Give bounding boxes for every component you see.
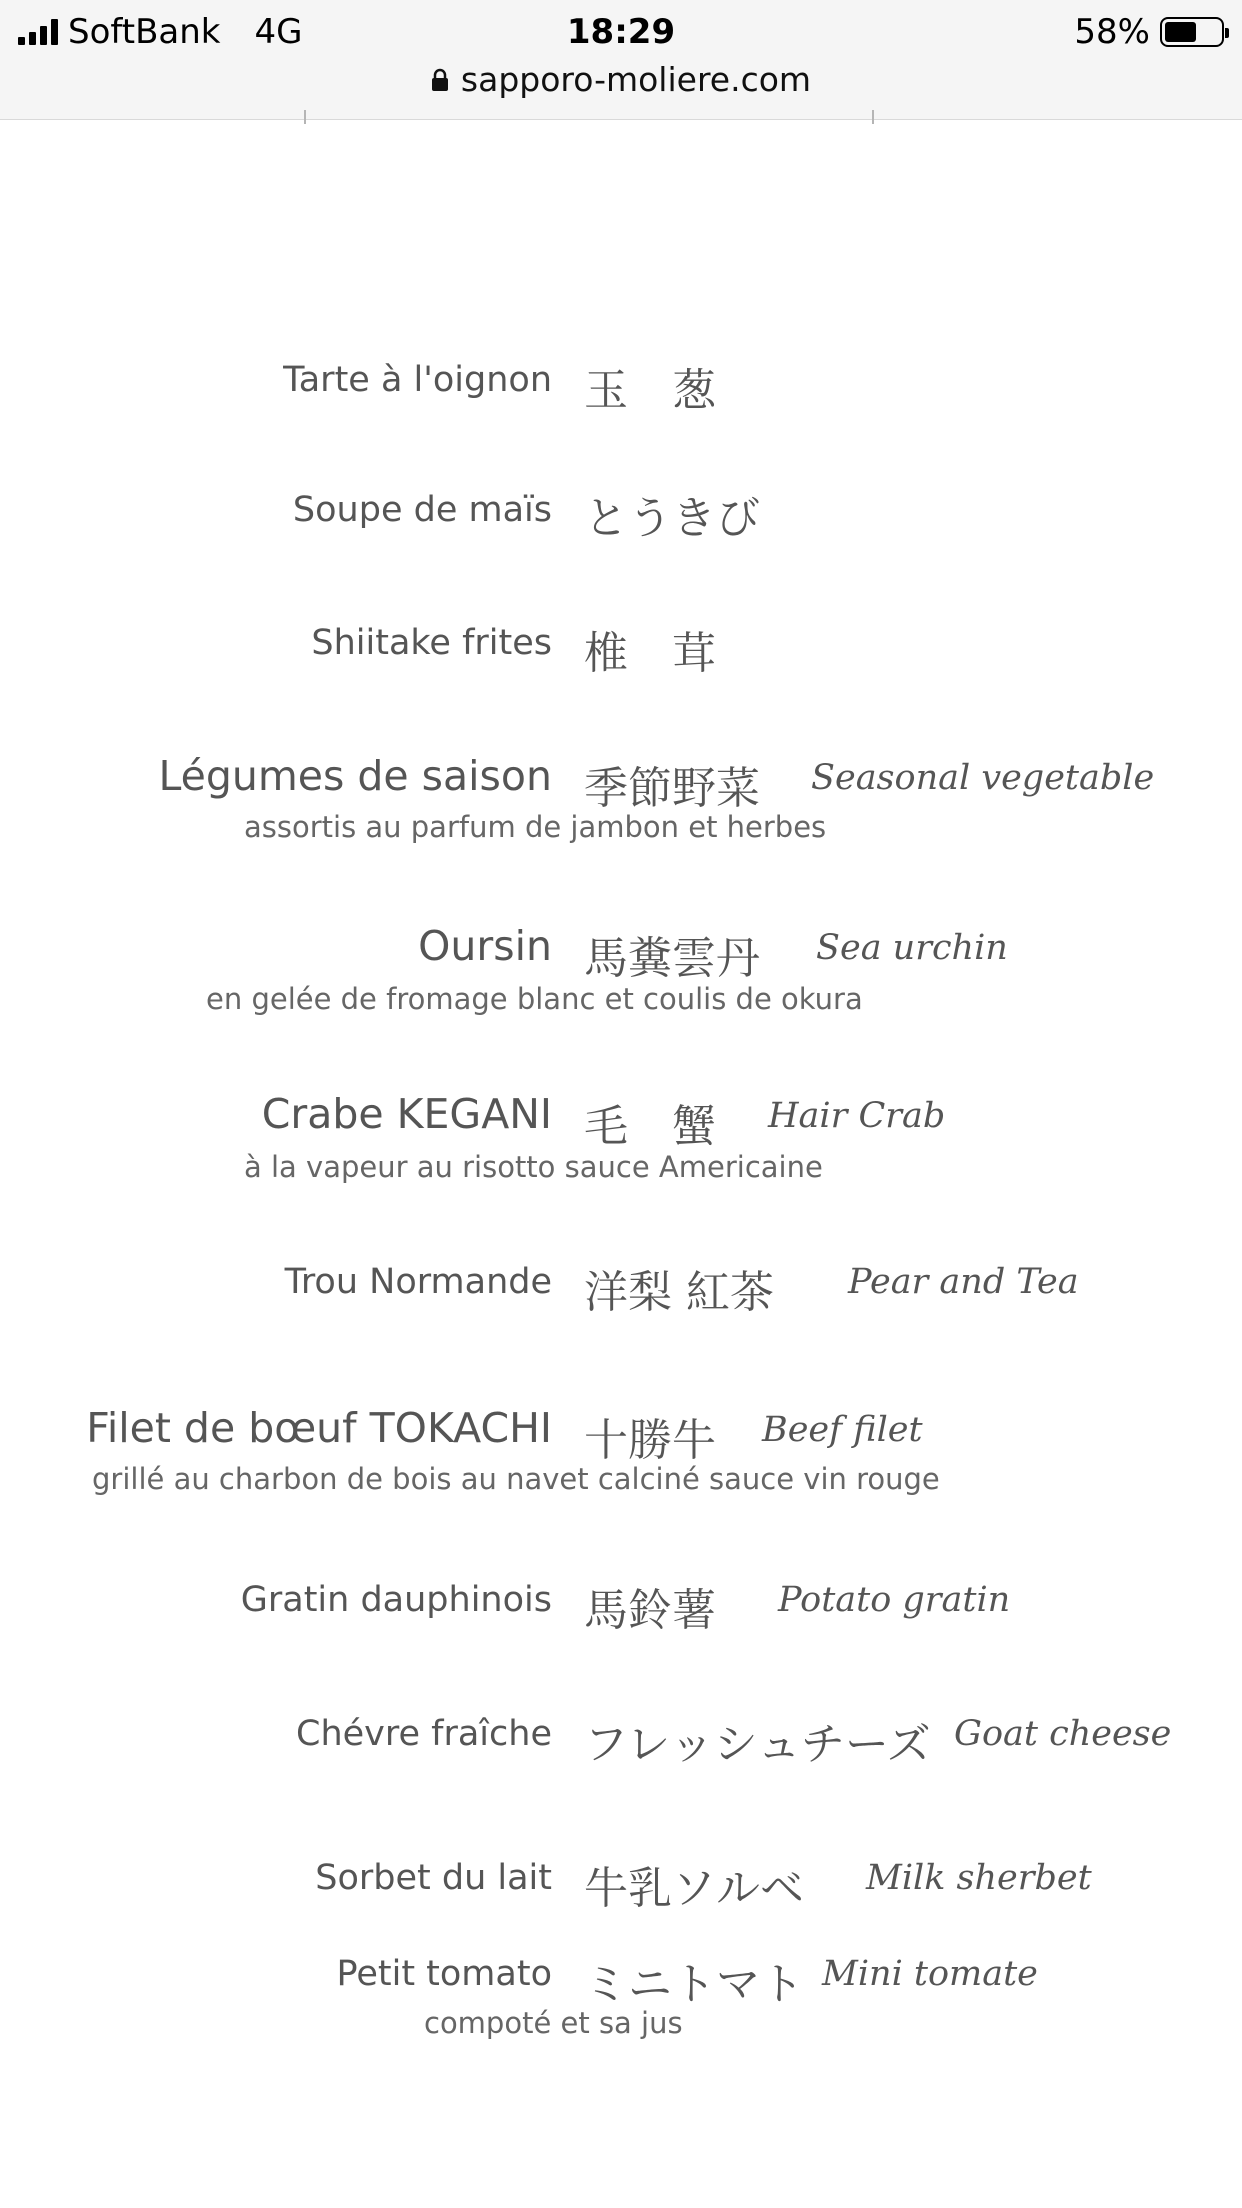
dish-description: à la vapeur au risotto sauce Americaine <box>244 1150 823 1184</box>
dish-name-english: Seasonal vegetable <box>811 758 1155 798</box>
dish-name-french: Chévre fraîche <box>296 1714 552 1754</box>
url-text: sapporo-moliere.com <box>460 60 812 99</box>
dish-description: compoté et sa jus <box>424 2006 683 2040</box>
dish-name-english: Mini tomate <box>822 1954 1038 1994</box>
dish-name-english: Sea urchin <box>816 928 1008 968</box>
dish-name-french: Trou Normande <box>284 1262 552 1302</box>
dish-name-french: Tarte à l'oignon <box>283 360 552 400</box>
dish-name-english: Milk sherbet <box>866 1858 1092 1898</box>
dish-name-japanese: フレッシュチーズ <box>584 1719 931 1770</box>
dish-name-japanese: 季節野菜 <box>584 763 760 814</box>
dish-name-japanese: 毛 蟹 <box>584 1101 716 1152</box>
dish-name-japanese: 馬糞雲丹 <box>584 933 760 984</box>
dish-name-french: Crabe KEGANI <box>261 1090 552 1138</box>
dish-name-french: Petit tomato <box>336 1954 552 1994</box>
dish-name-japanese: 椎 茸 <box>584 628 716 679</box>
dish-name-english: Beef filet <box>762 1410 923 1450</box>
dish-name-japanese: 洋梨 紅茶 <box>584 1267 774 1318</box>
dish-name-english: Hair Crab <box>768 1096 946 1136</box>
dish-name-french: Shiitake frites <box>311 623 552 663</box>
dish-description: en gelée de fromage blanc et coulis de okura <box>206 982 863 1016</box>
dish-description: assortis au parfum de jambon et herbes <box>244 810 827 844</box>
dish-name-japanese: 十勝牛 <box>584 1415 716 1466</box>
dish-name-english: Potato gratin <box>778 1580 1011 1620</box>
dish-name-french: Légumes de saison <box>158 752 552 800</box>
dish-name-french: Soupe de maïs <box>292 490 552 530</box>
dish-name-japanese: ミニトマト <box>584 1959 804 2010</box>
dish-name-french: Oursin <box>418 922 552 970</box>
dish-name-french: Gratin dauphinois <box>240 1580 552 1620</box>
carrier-label: SoftBank <box>68 12 221 52</box>
dish-name-english: Goat cheese <box>954 1714 1172 1754</box>
dish-name-japanese: 牛乳ソルベ <box>584 1863 804 1914</box>
battery-percent: 58% <box>1074 12 1150 52</box>
dish-name-french: Sorbet du lait <box>315 1858 552 1898</box>
dish-name-japanese: 馬鈴薯 <box>584 1585 716 1636</box>
status-time: 18:29 <box>566 12 676 52</box>
dish-description: grillé au charbon de bois au navet calciné sauce vin rouge <box>92 1462 940 1496</box>
dish-name-japanese: とうきび <box>584 493 760 544</box>
network-label: 4G <box>254 12 303 52</box>
dish-name-english: Pear and Tea <box>848 1262 1079 1302</box>
dish-name-japanese: 玉 葱 <box>584 365 716 416</box>
dish-name-french: Filet de bœuf TOKACHI <box>86 1404 552 1452</box>
